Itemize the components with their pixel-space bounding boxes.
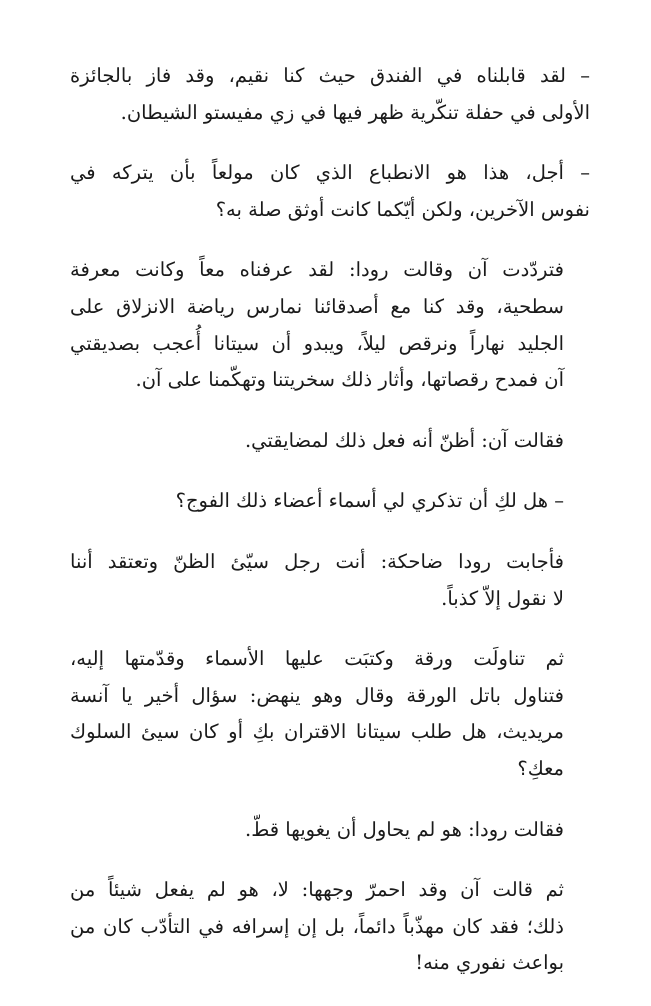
- paragraph: [70, 252, 590, 398]
- text-line: مريديث، هل طلب سيتانا الاقتران بكِ أو كان سيئ السلوك: [70, 720, 564, 744]
- text-line: آن فمدح رقصاتها، وأثار ذلك سخريتنا وتهكّمنا على آن.: [135, 368, 564, 392]
- text-line: فقالت رودا: هو لم يحاول أن يغويها قطّ.: [245, 817, 564, 841]
- paragraph: [70, 812, 590, 849]
- paragraph: [70, 641, 590, 787]
- paragraph: [70, 544, 590, 617]
- text-line: معكِ؟: [517, 756, 564, 780]
- book-page: [70, 58, 590, 1006]
- text-line: – لقد قابلناه في الفندق حيث كنا نقيم، وقد فاز بالجائزة: [70, 64, 590, 87]
- text-line: ذلك؛ فقد كان مهذّباً دائماً، بل إن إسرافه في التأدّب كان من: [70, 914, 564, 938]
- text-line: سطحية، وقد كنا مع أصدقائنا نمارس رياضة الانزلاق على: [70, 294, 564, 318]
- text-line: بواعث نفوري منه!: [415, 951, 564, 975]
- paragraph: [70, 423, 590, 460]
- text-line: لا نقول إلاّ كذباً.: [441, 586, 564, 610]
- text-line: فأجابت رودا ضاحكة: أنت رجل سيّئ الظنّ وتعتقد أننا: [70, 549, 564, 573]
- text-line: الجليد نهاراً ونرقص ليلاً، ويبدو أن سيتانا أُعجب بصديقتي: [70, 331, 564, 355]
- text-line: ثم تناولَت ورقة وكتبَت عليها الأسماء وقدّمتها إليه،: [70, 647, 564, 671]
- paragraph: [70, 872, 590, 982]
- paragraph: [70, 155, 590, 228]
- text-line: ثم قالت آن وقد احمرّ وجهها: لا، هو لم يفعل شيئاً من: [70, 878, 564, 902]
- paragraph: [70, 483, 590, 520]
- text-line: فتناول باتل الورقة وقال وهو ينهض: سؤال أخير يا آنسة: [70, 683, 564, 707]
- text-line: فتردّدت آن وقالت رودا: لقد عرفناه معاً وكانت معرفة: [70, 258, 564, 282]
- paragraph: [70, 58, 590, 131]
- text-line: الأولى في حفلة تنكّرية ظهر فيها في زي مفيستو الشيطان.: [120, 100, 590, 124]
- text-line: – أجل، هذا هو الانطباع الذي كان مولعاً بأن يتركه في: [70, 161, 590, 185]
- text-line: فقالت آن: أظنّ أنه فعل ذلك لمضايقتي.: [244, 428, 564, 452]
- text-line: – هل لكِ أن تذكري لي أسماء أعضاء ذلك الفوج؟: [175, 489, 564, 513]
- text-line: نفوس الآخرين، ولكن أيّكما كانت أوثق صلة به؟: [215, 197, 590, 221]
